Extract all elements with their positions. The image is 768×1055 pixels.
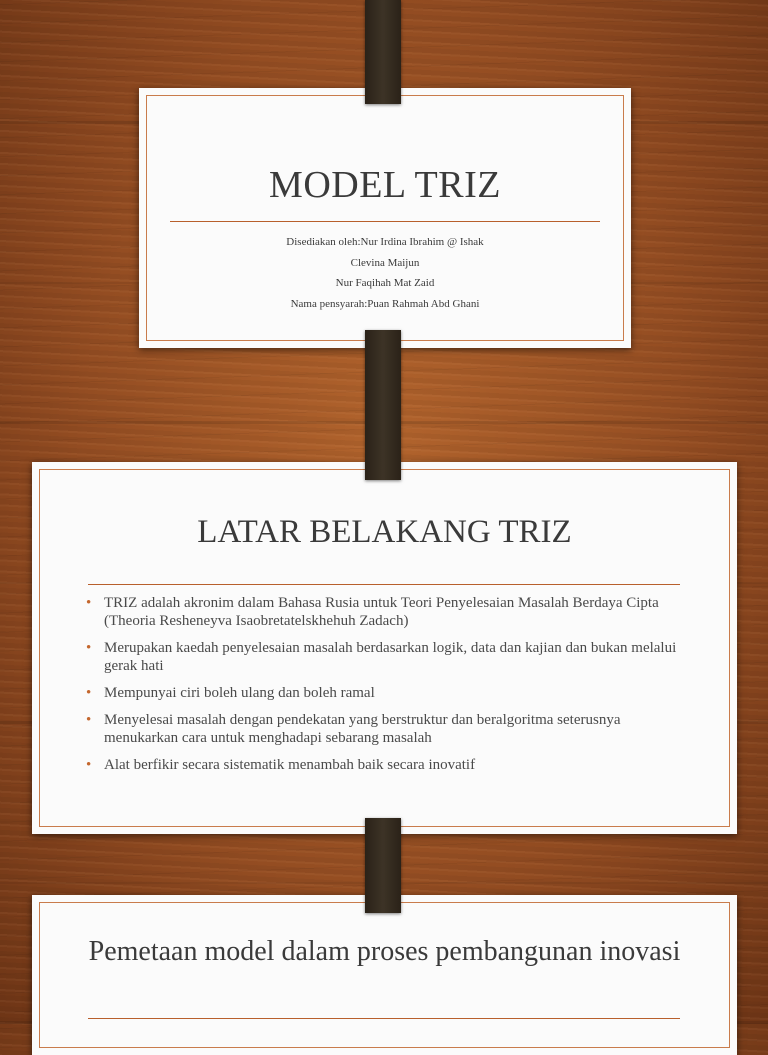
credit-line: Clevina Maijun (350, 256, 420, 269)
hanging-strap (365, 0, 401, 104)
title-divider (170, 221, 600, 222)
credits-block (139, 232, 631, 314)
hanging-strap (365, 330, 401, 480)
title-divider (88, 1018, 680, 1019)
bullet-text: Alat berfikir secara sistematik menambah baik secara inovatif (104, 757, 476, 773)
bullet-icon: • (86, 757, 92, 773)
slide-3-title: Pemetaan model dalam proses pembangunan inovasi (88, 936, 681, 967)
bullet-text: Mempunyai ciri boleh ulang dan boleh ramal (104, 685, 375, 701)
list-item (86, 594, 686, 630)
slide-title-card[interactable] (139, 88, 631, 348)
slide-2-title: LATAR BELAKANG TRIZ (197, 514, 572, 550)
credit-line: Nur Faqihah Mat Zaid (335, 277, 435, 289)
credit-line: Disediakan oleh:Nur Irdina Ibrahim @ Ishak (286, 236, 484, 248)
bullet-text: TRIZ adalah akronim dalam Bahasa Rusia untuk Teori Penyelesaian Masalah Berdaya Cipta (Theoria Resheneyva Isaobretatelskhehuh Zadach) (104, 595, 659, 629)
title-divider (88, 584, 680, 585)
list-item (86, 639, 686, 675)
slide-1-title: MODEL TRIZ (269, 164, 501, 206)
bullet-text: Menyelesai masalah dengan pendekatan yang berstruktur dan beralgoritma seterusnya menukarkan cara untuk menghadapi sebarang masalah (104, 712, 621, 746)
bullet-icon: • (86, 595, 92, 611)
bullet-list (86, 594, 686, 783)
list-item (86, 711, 686, 747)
slide-frame (39, 902, 730, 1048)
list-item (86, 684, 686, 702)
list-item (86, 756, 686, 774)
slide-pemetaan-model[interactable] (32, 895, 737, 1055)
credit-line: Nama pensyarah:Puan Rahmah Abd Ghani (290, 297, 480, 310)
bullet-icon: • (86, 640, 92, 656)
hanging-strap (365, 818, 401, 913)
bullet-icon: • (86, 712, 92, 728)
bullet-icon: • (86, 685, 92, 701)
bullet-text: Merupakan kaedah penyelesaian masalah berdasarkan logik, data dan kajian dan bukan melalui gerak hati (104, 640, 677, 674)
slide-latar-belakang[interactable] (32, 462, 737, 834)
